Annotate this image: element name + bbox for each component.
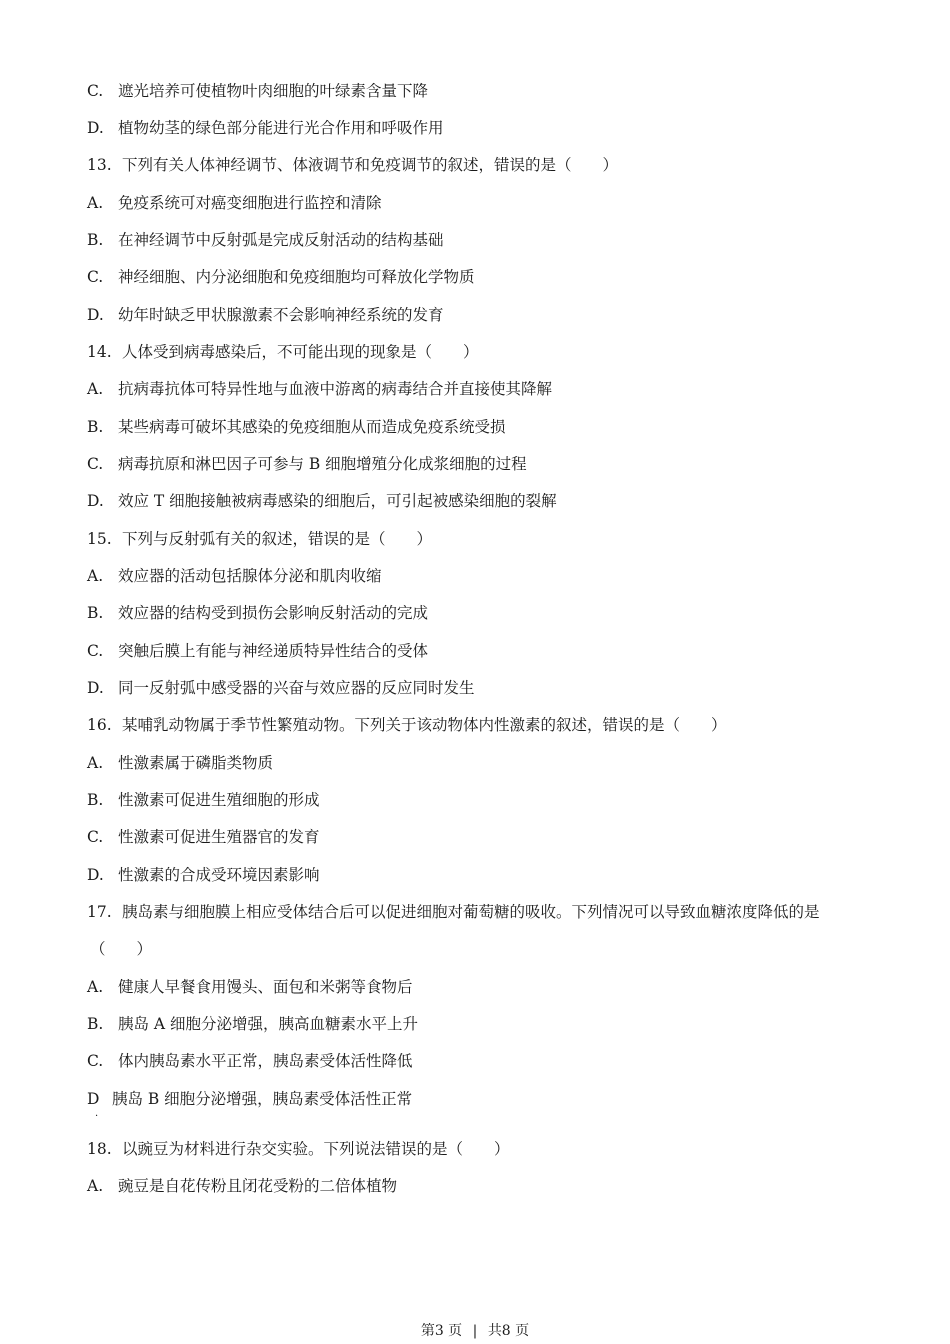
- question-number: 17.: [87, 903, 112, 921]
- option-text: 性激素属于磷脂类物质: [117, 754, 273, 772]
- question-number: 16.: [87, 716, 112, 734]
- option-label: D.: [87, 492, 104, 510]
- option-d-q13: [87, 305, 443, 325]
- option-a-q13: [87, 193, 381, 213]
- option-label: C.: [87, 642, 104, 660]
- option-c-q12: [87, 81, 428, 101]
- option-c-q15: [87, 641, 428, 661]
- option-label: A.: [87, 754, 104, 772]
- question-text: 下列有关人体神经调节、体液调节和免疫调节的叙述，错误的是（ ）: [121, 156, 618, 174]
- option-label: A.: [87, 567, 104, 585]
- option-c-q16: [87, 827, 319, 847]
- question-15: [87, 529, 432, 549]
- option-label: B.: [87, 604, 104, 622]
- option-label: C.: [87, 1052, 104, 1070]
- option-label: C.: [87, 82, 104, 100]
- question-text: 下列与反射弧有关的叙述，错误的是（ ）: [121, 530, 432, 548]
- question-text: 人体受到病毒感染后，不可能出现的现象是（ ）: [121, 343, 479, 361]
- option-d-q17: [87, 1089, 412, 1109]
- option-label: D.: [87, 866, 104, 884]
- option-text: 效应 T 细胞接触被病毒感染的细胞后，可引起被感染细胞的裂解: [117, 492, 557, 510]
- question-text: 以豌豆为材料进行杂交实验。下列说法错误的是（ ）: [121, 1140, 510, 1158]
- option-text: 胰岛 A 细胞分泌增强，胰高血糖素水平上升: [117, 1015, 418, 1033]
- option-label: C.: [87, 455, 104, 473]
- option-b-q16: [87, 790, 319, 810]
- option-text: 在神经调节中反射弧是完成反射活动的结构基础: [117, 231, 444, 249]
- option-label: A.: [87, 1177, 104, 1195]
- question-text: 某哺乳动物属于季节性繁殖动物。下列关于该动物体内性激素的叙述，错误的是（ ）: [121, 716, 727, 734]
- option-a-q17: [87, 977, 412, 997]
- option-text: 植物幼茎的绿色部分能进行光合作用和呼吸作用: [117, 119, 444, 137]
- option-label: B.: [87, 418, 104, 436]
- question-number: 18.: [87, 1140, 112, 1158]
- option-text: 同一反射弧中感受器的兴奋与效应器的反应同时发生: [117, 679, 475, 697]
- option-text: 效应器的活动包括腺体分泌和肌肉收缩: [117, 567, 382, 585]
- option-text: 幼年时缺乏甲状腺激素不会影响神经系统的发育: [117, 306, 444, 324]
- option-c-q17: [87, 1051, 412, 1071]
- option-text: 性激素可促进生殖细胞的形成: [117, 791, 320, 809]
- option-label: B.: [87, 1015, 104, 1033]
- option-text: 胰岛 B 细胞分泌增强，胰岛素受体活性正常: [111, 1090, 413, 1108]
- option-c-q14: [87, 454, 527, 474]
- option-b-q17: [87, 1014, 418, 1034]
- question-16: [87, 715, 726, 735]
- option-a-q18: [87, 1176, 397, 1196]
- option-a-q14: [87, 379, 552, 399]
- option-label: B.: [87, 231, 104, 249]
- question-number: 15.: [87, 530, 112, 548]
- option-d-q15: [87, 678, 474, 698]
- option-text: 遮光培养可使植物叶肉细胞的叶绿素含量下降: [117, 82, 428, 100]
- page-number-total: 共8 页: [487, 1323, 530, 1339]
- option-text: 病毒抗原和淋巴因子可参与 B 细胞增殖分化成浆细胞的过程: [117, 455, 527, 473]
- option-label: A.: [87, 194, 104, 212]
- option-text: 健康人早餐食用馒头、面包和米粥等食物后: [117, 978, 413, 996]
- option-text: 豌豆是自花传粉且闭花受粉的二倍体植物: [117, 1177, 397, 1195]
- option-a-q16: [87, 753, 273, 773]
- option-label: D.: [87, 679, 104, 697]
- question-number: 13.: [87, 156, 112, 174]
- option-d-q14: [87, 491, 557, 511]
- option-label: A.: [87, 380, 104, 398]
- option-text: 突触后膜上有能与神经递质特异性结合的受体: [117, 642, 428, 660]
- question-14: [87, 342, 478, 362]
- question-18: [87, 1139, 509, 1159]
- option-text: 某些病毒可破坏其感染的免疫细胞从而造成免疫系统受损: [117, 418, 506, 436]
- page-footer: [0, 1322, 950, 1340]
- option-text: 神经细胞、内分泌细胞和免疫细胞均可释放化学物质: [117, 268, 475, 286]
- option-label: A.: [87, 978, 104, 996]
- option-d-q16: [87, 865, 319, 885]
- question-text: 胰岛素与细胞膜上相应受体结合后可以促进细胞对葡萄糖的吸收。下列情况可以导致血糖浓度降低的是: [121, 903, 820, 921]
- option-c-q13: [87, 267, 474, 287]
- option-text: 效应器的结构受到损伤会影响反射活动的完成: [117, 604, 428, 622]
- stray-dot-mark: ·: [95, 1111, 99, 1122]
- option-a-q15: [87, 566, 381, 586]
- option-label: D.: [87, 119, 104, 137]
- footer-separator: |: [472, 1323, 478, 1339]
- option-label: C.: [87, 268, 104, 286]
- option-text: 性激素的合成受环境因素影响: [117, 866, 320, 884]
- option-b-q13: [87, 230, 443, 250]
- question-number: 14.: [87, 343, 112, 361]
- option-label: D.: [87, 306, 104, 324]
- option-text: 抗病毒抗体可特异性地与血液中游离的病毒结合并直接使其降解: [117, 380, 552, 398]
- question-13: [87, 155, 618, 175]
- option-d-q12: [87, 118, 443, 138]
- question-17: [87, 902, 819, 922]
- option-label: C.: [87, 828, 104, 846]
- option-text: 性激素可促进生殖器官的发育: [117, 828, 320, 846]
- option-label: D: [87, 1090, 100, 1108]
- option-b-q14: [87, 417, 505, 437]
- question-17-bracket: [90, 939, 152, 959]
- page-number-current: 第3 页: [420, 1323, 463, 1339]
- option-text: 体内胰岛素水平正常，胰岛素受体活性降低: [117, 1052, 413, 1070]
- option-text: 免疫系统可对癌变细胞进行监控和清除: [117, 194, 382, 212]
- option-b-q15: [87, 603, 428, 623]
- option-label: B.: [87, 791, 104, 809]
- question-text: （ ）: [90, 940, 153, 958]
